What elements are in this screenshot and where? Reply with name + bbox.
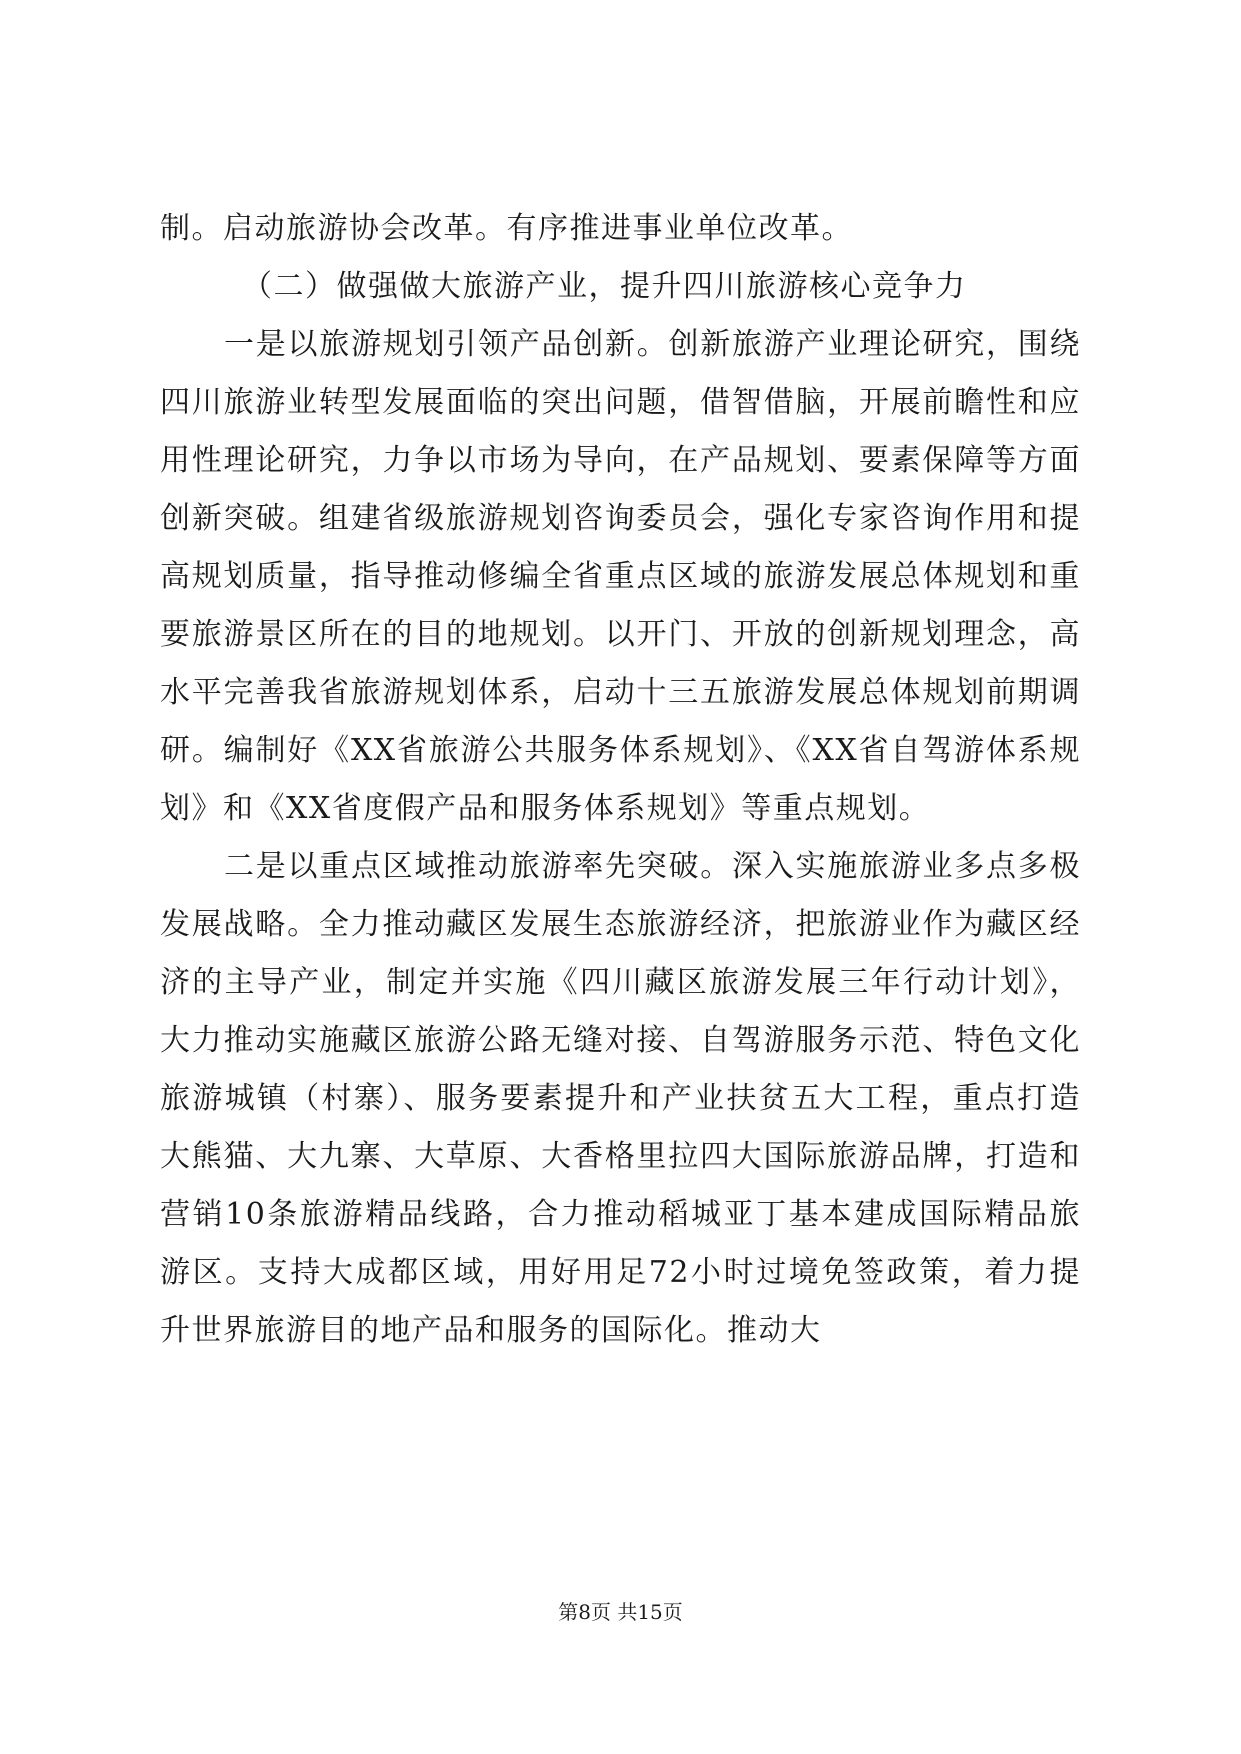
paragraph-continuation: 制。启动旅游协会改革。有序推进事业单位改革。 bbox=[160, 211, 853, 246]
document-body bbox=[160, 200, 1081, 1360]
page-footer: 第8页 共15页 bbox=[558, 1600, 683, 1624]
paragraph-planning: 一是以旅游规划引领产品创新。创新旅游产业理论研究，围绕四川旅游业转型发展面临的突出问题，借智借脑，开展前瞻性和应用性理论研究，力争以市场为导向，在产品规划、要素保障等方面创新突破。组建省级旅游规划咨询委员会，强化专家咨询作用和提高规划质量，指导推动修编全省重点区域的旅游发展总体规划和重要旅游景区所在的目的地规划。以开门、开放的创新规划理念，高水平完善我省旅游规划体系，启动十三五旅游发展总体规划前期调研。编制好《XX省旅游公共服务体系规划》、《XX省自驾游体系规划》和《XX省度假产品和服务体系规划》等重点规划。 bbox=[160, 327, 1081, 826]
paragraph-key-regions: 二是以重点区域推动旅游率先突破。深入实施旅游业多点多极发展战略。全力推动藏区发展生态旅游经济，把旅游业作为藏区经济的主导产业，制定并实施《四川藏区旅游发展三年行动计划》，大力推动实施藏区旅游公路无缝对接、自驾游服务示范、特色文化旅游城镇（村寨）、服务要素提升和产业扶贫五大工程，重点打造大熊猫、大九寨、大草原、大香格里拉四大国际旅游品牌，打造和营销10条旅游精品线路，合力推动稻城亚丁基本建成国际精品旅游区。支持大成都区域，用好用足72小时过境免签政策，着力提升世界旅游目的地产品和服务的国际化。推动大 bbox=[160, 849, 1081, 1348]
section-heading: （二）做强做大旅游产业，提升四川旅游核心竞争力 bbox=[242, 269, 967, 304]
